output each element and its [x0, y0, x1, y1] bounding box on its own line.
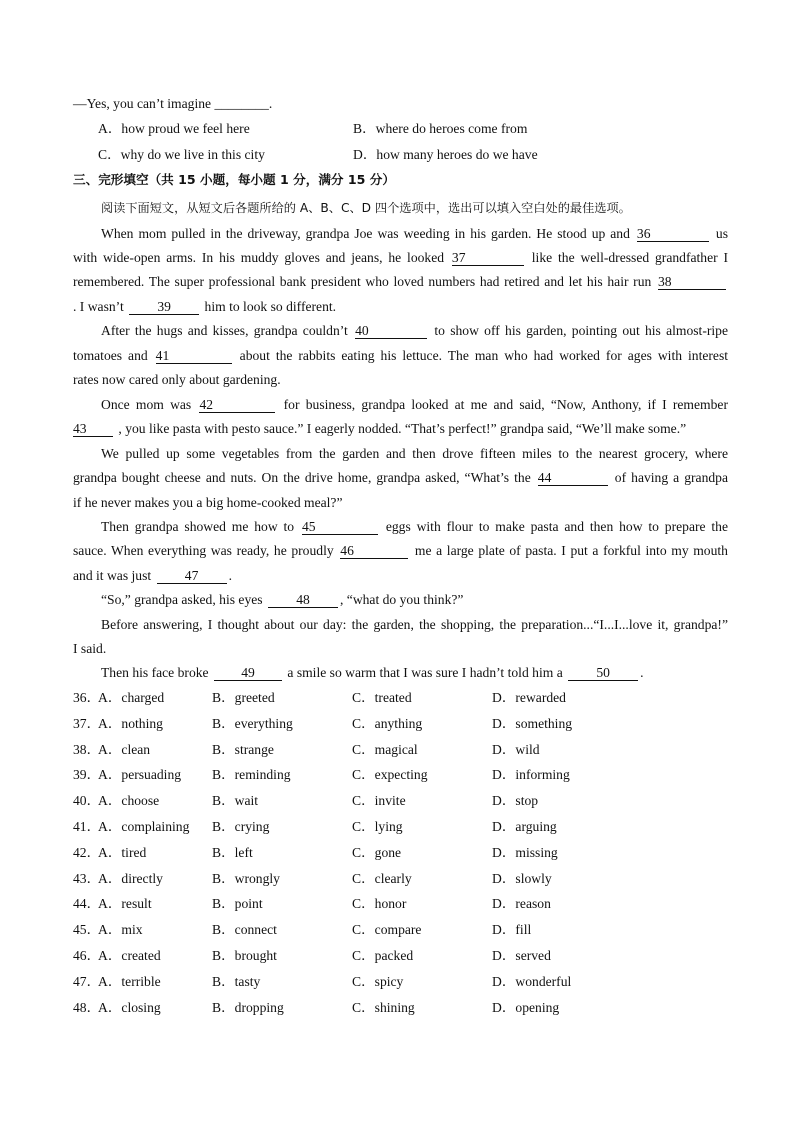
passage-p3-line2: 43 , you like pasta with pesto sauce.” I eagerly nodded. “That’s perfect!” grandpa said, “We’ll make some.” — [73, 421, 687, 436]
blank-40: 40 — [355, 323, 427, 339]
prev-option-d: D．how many heroes do we have — [353, 147, 538, 162]
passage-p2-line2: tomatoes and 41 about the rabbits eating his lettuce. The man who had worked for ages with interest — [73, 348, 729, 363]
question-number: 46． — [73, 948, 101, 963]
option-a: A．complaining — [98, 819, 190, 834]
option-a: A．choose — [98, 793, 160, 809]
option-b: B．everything — [212, 715, 293, 731]
blank-43: 43 — [73, 421, 113, 437]
option-c: C．honor — [352, 896, 407, 912]
option-a: A．persuading — [98, 767, 182, 783]
blank-44: 44 — [538, 470, 608, 486]
question-number: 47． — [73, 973, 101, 989]
option-d: D．wonderful — [492, 973, 572, 989]
question-number: 38． — [73, 741, 101, 757]
option-b: B．crying — [212, 819, 270, 834]
blank-36: 36 — [637, 226, 709, 242]
passage-p1-line3: remembered. The super professional bank president who loved numbers had retired and let his hair run 38 — [73, 273, 728, 291]
option-a: A．result — [98, 896, 152, 912]
passage-p7-line1: Before answering, I thought about our day: the garden, the shopping, the preparation...“I...I...love it, grandpa!” — [101, 617, 728, 632]
blank-37: 37 — [452, 250, 524, 266]
passage-p2-line1: After the hugs and kisses, grandpa couldn’t 40 to show off his garden, pointing out his almost-ripe — [101, 323, 728, 338]
blank-42: 42 — [199, 397, 275, 413]
passage-p5-line1: Then grandpa showed me how to 45 eggs with flour to make pasta and then how to prepare the — [101, 519, 728, 534]
passage-p4-line2: grandpa bought cheese and nuts. On the drive home, grandpa asked, “What’s the 44 of having a grandpa — [73, 470, 728, 485]
option-d: D．missing — [492, 844, 558, 860]
section-heading: 三、完形填空（共 15 小题，每小题 1 分，满分 15 分） — [73, 172, 395, 187]
option-c: C．gone — [352, 844, 402, 860]
question-number: 42． — [73, 844, 101, 860]
option-a: A．nothing — [98, 715, 163, 731]
option-d: D．slowly — [492, 870, 552, 886]
option-b: B．reminding — [212, 767, 291, 783]
blank-48: 48 — [268, 592, 338, 608]
question-number: 41． — [73, 819, 101, 834]
option-b: B．point — [212, 896, 263, 912]
option-b: B．dropping — [212, 999, 284, 1015]
option-c: C．invite — [352, 793, 406, 809]
option-a: A．terrible — [98, 973, 161, 989]
question-number: 43． — [73, 870, 101, 886]
option-b: B．greeted — [212, 690, 275, 705]
option-c: C．shining — [352, 999, 415, 1015]
option-a: A．closing — [98, 999, 161, 1015]
question-number: 39． — [73, 767, 101, 783]
option-d: D．informing — [492, 767, 570, 783]
option-a: A．mix — [98, 922, 143, 938]
option-b: B．wrongly — [212, 870, 280, 886]
option-b: B．brought — [212, 948, 277, 963]
question-number: 44． — [73, 896, 101, 912]
option-d: D．served — [492, 948, 551, 963]
option-d: D．wild — [492, 741, 540, 757]
option-a: A．directly — [98, 870, 163, 886]
option-c: C．clearly — [352, 870, 412, 886]
question-number: 40． — [73, 793, 101, 809]
option-a: A．charged — [98, 690, 165, 705]
blank-45: 45 — [302, 519, 378, 535]
option-a: A．clean — [98, 741, 151, 757]
option-d: D．stop — [492, 793, 539, 809]
blank-49: 49 — [214, 665, 282, 681]
passage-p1-line1: When mom pulled in the driveway, grandpa Joe was weeding in his garden. He stood up and 36 us — [101, 226, 728, 241]
passage-p2-line3: rates now cared only about gardening. — [73, 372, 281, 387]
prev-option-a: A．how proud we feel here — [98, 121, 250, 136]
option-c: C．expecting — [352, 767, 428, 783]
option-a: A．tired — [98, 844, 147, 860]
option-b: B．tasty — [212, 973, 261, 989]
passage-p7-line2: I said. — [73, 641, 107, 656]
passage-p3-line1: Once mom was 42 for business, grandpa looked at me and said, “Now, Anthony, if I remember — [101, 397, 728, 412]
option-d: D．fill — [492, 922, 532, 938]
prev-question-prompt: —Yes, you can’t imagine ________. — [73, 96, 273, 111]
passage-p4-line1: We pulled up some vegetables from the garden and then drove fifteen miles to the nearest grocery, where — [101, 446, 728, 461]
option-d: D．arguing — [492, 819, 557, 834]
option-c: C．magical — [352, 741, 418, 757]
passage-p1-line4: . I wasn’t 39 him to look so different. — [73, 299, 337, 314]
passage-p1-line2: with wide-open arms. In his muddy gloves and jeans, he looked 37 like the well-dressed grandfather I — [73, 250, 729, 265]
prev-option-b: B．where do heroes come from — [353, 121, 528, 136]
option-b: B．strange — [212, 741, 274, 757]
question-number: 48． — [73, 999, 101, 1015]
blank-46: 46 — [340, 543, 408, 559]
blank-41: 41 — [156, 348, 232, 364]
option-b: B．connect — [212, 922, 277, 938]
blank-47: 47 — [157, 568, 227, 584]
option-c: C．compare — [352, 922, 422, 938]
question-number: 37． — [73, 715, 101, 731]
option-c: C．packed — [352, 948, 414, 963]
question-number: 45． — [73, 922, 101, 938]
option-c: C．lying — [352, 819, 403, 834]
option-b: B．wait — [212, 793, 259, 809]
passage-p5-line3: and it was just 47 . — [73, 568, 232, 583]
option-b: B．left — [212, 844, 253, 860]
passage-p8-line1: Then his face broke 49 a smile so warm that I was sure I hadn’t told him a 50 . — [101, 665, 644, 680]
option-a: A．created — [98, 948, 161, 963]
blank-50: 50 — [568, 665, 638, 681]
passage-p4-line3: if he never makes you a big home-cooked meal?” — [73, 495, 343, 510]
option-d: D．something — [492, 715, 573, 731]
question-number: 36． — [73, 690, 101, 705]
option-d: D．opening — [492, 999, 560, 1015]
option-d: D．rewarded — [492, 690, 566, 705]
passage-p6-line1: “So,” grandpa asked, his eyes 48 , “what do you think?” — [101, 592, 464, 607]
option-c: C．anything — [352, 715, 423, 731]
option-d: D．reason — [492, 896, 551, 912]
passage-p5-line2: sauce. When everything was ready, he proudly 46 me a large plate of pasta. I put a forkful into my mouth — [73, 543, 728, 558]
section-instruction: 阅读下面短文，从短文后各题所给的 A、B、C、D 四个选项中，选出可以填入空白处的最佳选项。 — [101, 201, 631, 215]
option-c: C．spicy — [352, 973, 404, 989]
blank-38: 38 — [658, 274, 726, 290]
option-c: C．treated — [352, 690, 412, 705]
prev-option-c: C．why do we live in this city — [98, 147, 265, 162]
blank-39: 39 — [129, 299, 199, 315]
